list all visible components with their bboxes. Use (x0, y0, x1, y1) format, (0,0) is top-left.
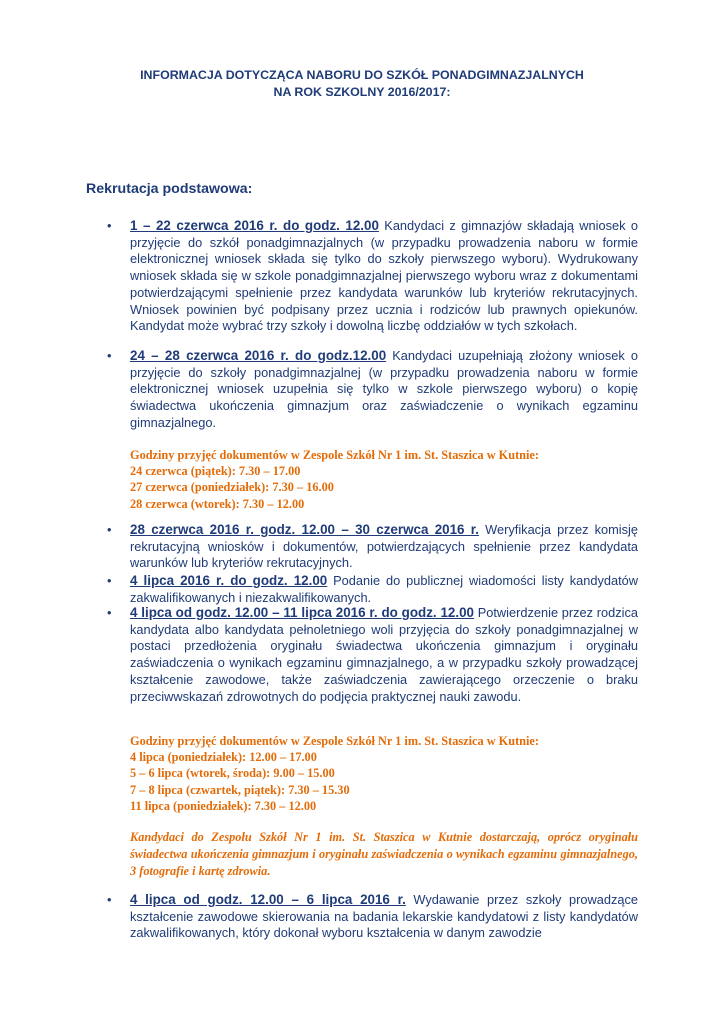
documents-note: Kandydaci do Zespołu Szkół Nr 1 im. St. Staszica w Kutnie dostarczają, oprócz oryginału świadectwa ukończenia gimnazjum i oryginału zaświadczenia o wynikach egzaminu gimnazjalnego, 3 fotografie i kartę zdrowia. (130, 830, 638, 878)
list-item (107, 605, 639, 705)
item-date: 24 – 28 czerwca 2016 r. do godz.12.00 (130, 348, 387, 363)
hours-entry: 7 – 8 lipca (czwartek, piątek): 7.30 – 15.30 (130, 782, 350, 797)
list-item (107, 573, 638, 606)
item-date: 1 – 22 czerwca 2016 r. do godz. 12.00 (130, 218, 379, 233)
hours-heading: Godziny przyjęć dokumentów w Zespole Szkół Nr 1 im. St. Staszica w Kutnie: (130, 448, 539, 462)
item-text: Kandydaci z gimnazjów składają wniosek o przyjęcie do szkół ponadgimnazjalnych (w przypadku prowadzenia naboru w formie elektronicznej wniosek składa się tylko do szkoły pierwszego wyboru). Wydrukowany wniosek składa się w szkole ponadgimnazjalnej pierwszego wyboru wraz z dokumentami potwierdzającymi spełnienie przez kandydata warunków lub kryteriów rekrutacyjnych. Wniosek powinien być podpisany przez ucznia i rodziców lub prawnych opiekunów. Kandydat może wybrać trzy szkoły i dowolną liczbę oddziałów w tych szkołach. (130, 218, 639, 334)
bullet-icon: • (107, 605, 112, 620)
hours-entry: 11 lipca (poniedziałek): 7.30 – 12.00 (130, 798, 317, 813)
hours-entry: 5 – 6 lipca (wtorek, środa): 9.00 – 15.00 (130, 766, 335, 781)
bullet-icon: • (107, 348, 112, 363)
item-date: 4 lipca od godz. 12.00 – 11 lipca 2016 r. do godz. 12.00 (130, 605, 474, 620)
item-text: Wydawanie przez szkoły prowadzące kształcenie zawodowe skierowania na badania lekarskie kandydatowi z listy kandydatów zakwalifikowanych, który dokonał wyboru kształcenia w danym zawodzie (130, 892, 638, 941)
item-text: Potwierdzenie przez rodzica kandydata albo kandydata pełnoletniego woli przyjęcia do szkoły ponadgimnazjalnej w postaci przedłożenia oryginału świadectwa ukończenia gimnazjum i oryginału zaświadczenia o wynikach egzaminu gimnazjalnego, a w przypadku szkoły prowadzącej kształcenie zawodowe, także zaświadczenia zawierającego orzeczenie o braku przeciwwskazań zdrowotnych do podjęcia praktycznej nauki zawodu. (130, 605, 639, 704)
bullet-icon: • (107, 522, 112, 537)
list-item (107, 218, 639, 335)
item-date: 4 lipca 2016 r. do godz. 12.00 (130, 573, 328, 588)
item-text: Kandydaci uzupełniają złożony wniosek o przyjęcie do szkoły ponadgimnazjalnej (w przypadku prowadzenia naboru w formie elektronicznej wniosek uzupełnia się tylko w szkole pierwszego wyboru) o kopię świadectwa ukończenia gimnazjum oraz zaświadczenie o wynikach egzaminu gimnazjalnego. (130, 348, 638, 430)
list-item (107, 522, 639, 572)
section-heading: Rekrutacja podstawowa: (86, 181, 253, 197)
hours-box (130, 733, 638, 814)
item-text: Podanie do publicznej wiadomości listy kandydatów zakwalifikowanych i niezakwalifikowanych. (130, 573, 638, 605)
hours-entry: 27 czerwca (poniedziałek): 7.30 – 16.00 (130, 480, 334, 495)
hours-entry: 28 czerwca (wtorek): 7.30 – 12.00 (130, 496, 305, 511)
title-line-2: NA ROK SZKOLNY 2016/2017: (273, 85, 451, 99)
title-line-1: INFORMACJA DOTYCZĄCA NABORU DO SZKÓŁ PONADGIMNAZJALNYCH (140, 68, 584, 82)
bullet-icon: • (107, 892, 112, 907)
hours-entry: 4 lipca (poniedziałek): 12.00 – 17.00 (130, 750, 317, 765)
hours-heading: Godziny przyjęć dokumentów w Zespole Szkół Nr 1 im. St. Staszica w Kutnie: (130, 734, 539, 748)
list-item (107, 348, 638, 432)
document-title (90, 67, 634, 101)
hours-box (130, 447, 638, 512)
item-text: Weryfikacja przez komisję rekrutacyjną wniosków i dokumentów, potwierdzających spełnienie przez kandydata warunków lub kryteriów rekrutacyjnych. (130, 522, 639, 571)
list-item (107, 892, 638, 942)
item-date: 4 lipca od godz. 12.00 – 6 lipca 2016 r. (130, 892, 406, 907)
bullet-icon: • (107, 218, 112, 233)
item-date: 28 czerwca 2016 r. godz. 12.00 – 30 czerwca 2016 r. (130, 522, 479, 537)
hours-entry: 24 czerwca (piątek): 7.30 – 17.00 (130, 464, 301, 479)
bullet-icon: • (107, 573, 112, 588)
